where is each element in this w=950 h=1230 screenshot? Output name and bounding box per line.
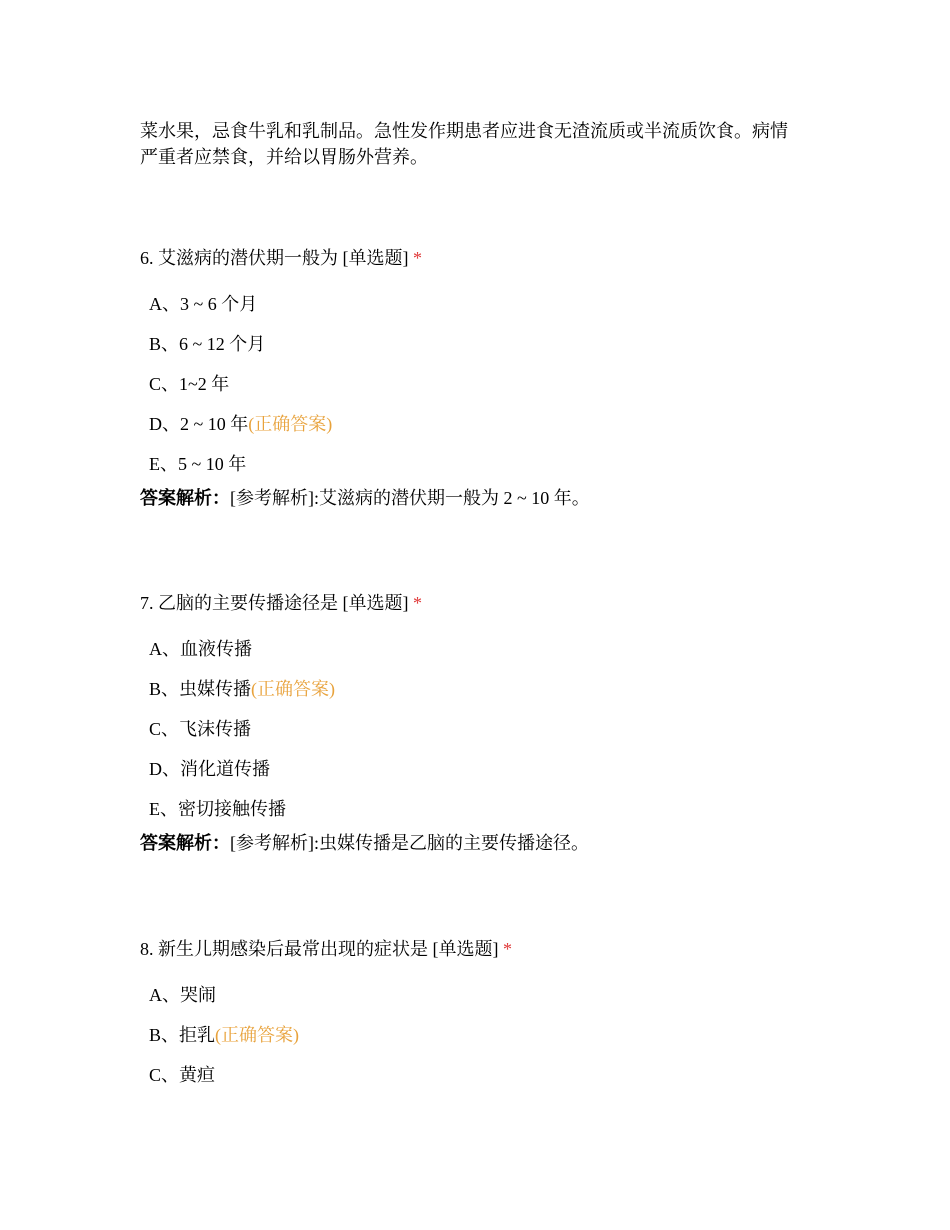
option-list: [140, 983, 830, 1103]
option-c[interactable]: [149, 372, 830, 412]
question-6: [140, 246, 830, 510]
question-title-text: 7. 乙脑的主要传播途径是 [单选题]: [140, 593, 409, 613]
intro-line: 严重者应禁食，并给以胃肠外营养。: [140, 147, 428, 167]
question-8: [140, 937, 830, 1103]
answer-analysis: [140, 831, 830, 855]
option-list: [140, 292, 830, 492]
analysis-label: 答案解析：: [140, 488, 230, 508]
option-label: C、飞沫传播: [149, 719, 252, 739]
correct-answer-tag: (正确答案): [248, 414, 333, 434]
option-list: [140, 637, 830, 837]
intro-line: 菜水果，忌食牛乳和乳制品。急性发作期患者应进食无渣流质或半流质饮食。病情: [140, 121, 788, 141]
option-label: D、2 ~ 10 年: [149, 414, 249, 434]
option-b[interactable]: [149, 1023, 830, 1063]
question-title: [140, 246, 830, 270]
question-7: [140, 591, 830, 855]
option-label: E、密切接触传播: [149, 799, 286, 819]
analysis-label: 答案解析：: [140, 833, 230, 853]
question-title: [140, 937, 830, 961]
option-c[interactable]: [149, 717, 830, 757]
option-label: E、5 ~ 10 年: [149, 454, 247, 474]
answer-analysis: [140, 486, 830, 510]
option-a[interactable]: [149, 983, 830, 1023]
option-label: B、虫媒传播: [149, 679, 252, 699]
option-label: C、黄疸: [149, 1065, 216, 1085]
correct-answer-tag: (正确答案): [215, 1025, 300, 1045]
analysis-text: [参考解析]:艾滋病的潜伏期一般为 2 ~ 10 年。: [230, 488, 590, 508]
required-mark: *: [413, 248, 422, 268]
option-a[interactable]: [149, 637, 830, 677]
option-a[interactable]: [149, 292, 830, 332]
option-label: B、拒乳: [149, 1025, 216, 1045]
option-label: C、1~2 年: [149, 374, 230, 394]
required-mark: *: [503, 939, 512, 959]
question-title: [140, 591, 830, 615]
option-b[interactable]: [149, 332, 830, 372]
option-label: B、6 ~ 12 个月: [149, 334, 266, 354]
option-label: D、消化道传播: [149, 759, 270, 779]
question-title-text: 6. 艾滋病的潜伏期一般为 [单选题]: [140, 248, 409, 268]
question-title-text: 8. 新生儿期感染后最常出现的症状是 [单选题]: [140, 939, 499, 959]
analysis-text: [参考解析]:虫媒传播是乙脑的主要传播途径。: [230, 833, 589, 853]
option-label: A、3 ~ 6 个月: [149, 294, 258, 314]
option-label: A、血液传播: [149, 639, 252, 659]
option-c[interactable]: [149, 1063, 830, 1103]
correct-answer-tag: (正确答案): [251, 679, 336, 699]
option-b[interactable]: [149, 677, 830, 717]
option-label: A、哭闹: [149, 985, 216, 1005]
option-d[interactable]: [149, 412, 830, 452]
option-d[interactable]: [149, 757, 830, 797]
intro-text: [140, 118, 830, 170]
required-mark: *: [413, 593, 422, 613]
